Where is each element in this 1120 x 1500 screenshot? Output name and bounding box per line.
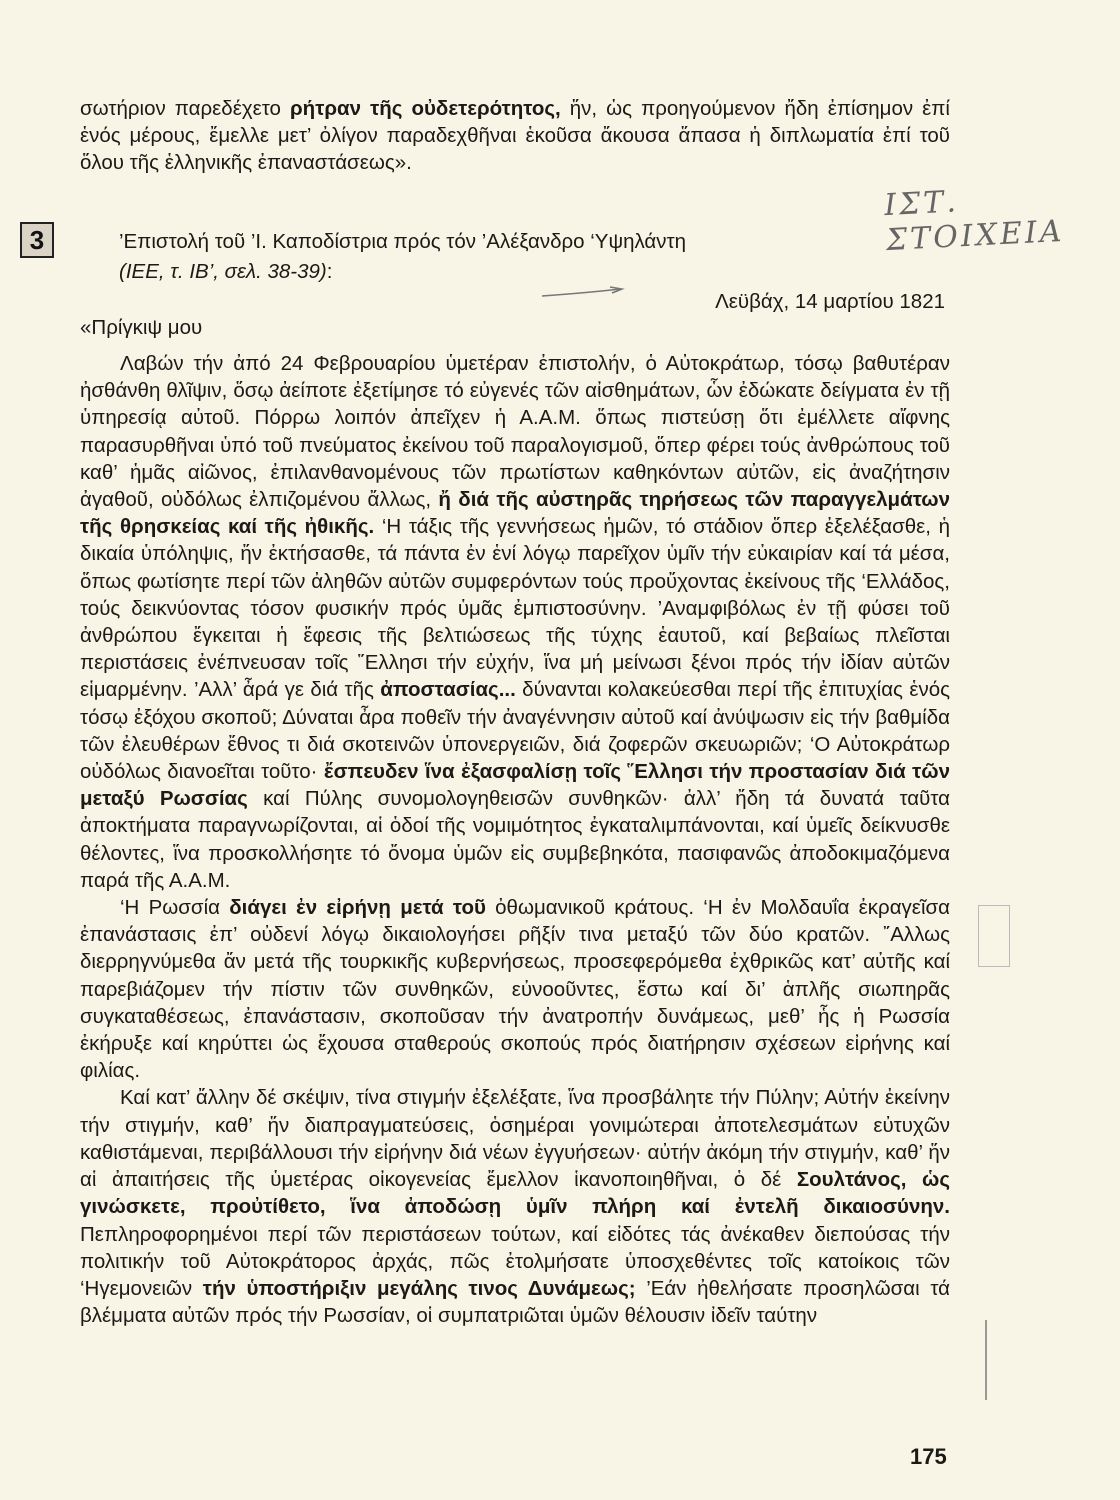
- intro-bold-text: ρήτραν τῆς οὐδετερότητος,: [290, 97, 561, 120]
- document-source-ref: (ΙΕΕ, τ. ΙΒ’, σελ. 38-39): [119, 260, 327, 283]
- letter-dateline: Λεϋβάχ, 14 μαρτίου 1821: [715, 290, 945, 313]
- handwritten-annotation: ΙΣΤ. ΣΤΟΙΧΕΙΑ: [883, 184, 1066, 259]
- document-title: ’Επιστολή τοῦ ’Ι. Καποδίστρια πρός τόν ’Αλέξανδρο ‘Υψηλάντη: [119, 230, 687, 253]
- pencil-arrow-icon: [540, 286, 630, 300]
- letter-bold-text: διάγει ἐν εἰρήνῃ μετά τοῦ: [229, 896, 486, 920]
- letter-body: [80, 350, 950, 1329]
- letter-salutation: «Πρίγκιψ μου: [80, 316, 203, 339]
- document-number: 3: [29, 225, 45, 255]
- bleed-through-box: [978, 905, 1010, 967]
- letter-bold-text: τήν ὑποστήριξιν μεγάλης τινος Δυνάμεως;: [202, 1276, 636, 1300]
- document-source: [119, 257, 686, 287]
- letter-text: Λαβών τήν ἀπό 24 Φεβρουαρίου ὑμετέραν ἐπιστολήν, ὁ Αὐτοκράτωρ, τόσῳ βαθυτέραν ἠσθάνθη θλῖψιν, ὅσῳ ἀείποτε ἐξετίμησε τό εὐγενές τῶν αἰσθημάτων, ὧν ἐδώκατε δείγματα ἐν τῇ ὑπηρεσίᾳ αὐτοῦ. Πόρρω λοιπόν ἀπεῖχεν ἡ Α.Α.Μ. ὅπως πιστεύσῃ ὅτι ἐμέλλετε αἴφνης παρασυρθῆναι ὑπό τοῦ πνεύματος ἐκείνου τοῦ παραλογισμοῦ, ὅπερ φέρει τούς ἀνθρώπους τοῦ καθ’ ἡμᾶς αἰῶνος, ἐπιλανθανομένους τῶν πρωτίστων καθηκόντων αὐτῶν, εἰς ἀναζήτησιν ἀγαθοῦ, οὐδόλως ἐλπιζομένου ἄλλως,: [80, 352, 950, 512]
- letter-paragraph-1: [80, 350, 950, 894]
- letter-bold-text: ἤ διά τῆς αὐστηρᾶς τηρήσεως τῶν παραγγελμάτων τῆς θρησκείας καί τῆς ἠθικῆς.: [80, 488, 950, 539]
- letter-bold-text: ἀποστασίας...: [380, 678, 516, 702]
- letter-bold-text: ἔσπευδεν ἵνα ἐξασφαλίσῃ τοῖς ῞Ελλησι τήν προστασίαν διά τῶν μεταξύ Ρωσσίας: [80, 760, 951, 811]
- letter-paragraph-2: [80, 894, 950, 1084]
- letter-text: ’Εάν ἠθελήσατε προσηλῶσαι τά βλέμματα αὐτῶν πρός τήν Ρωσσίαν, οἱ συμπατριῶται ὑμῶν θέλουσιν ἰδεῖν ταύτην: [80, 1276, 950, 1328]
- intro-text-end: ἥν, ὡς προηγούμενον ἤδη ἐπίσημον ἐπί ἑνός μέρους, ἔμελλε μετ’ ὀλίγον παραδεχθῆναι ἑκοῦσα ἄκουσα ἅπασα ἡ διπλωματία ἐπί τοῦ ὅλου τῆς ἑλληνικῆς ἐπαναστάσεως».: [80, 97, 950, 175]
- letter-text: ‘Η τάξις τῆς γεννήσεως ἡμῶν, τό στάδιον ὅπερ ἐξελέξασθε, ἡ δικαία ὑπόληψις, ἥν ἐκτήσασθε, τά πάντα ἐν ἑνί λόγῳ παρεῖχον ὑμῖν τήν εὐκαιρίαν καί τά μέσα, ὅπως φωτίσητε περί τῶν ἀληθῶν αὐτῶν συμφερόντων τούς προὔχοντας ἐκείνους τῆς ‘Ελλάδος, τούς δεικνύοντας τόσον φυσικήν πρός ὑμᾶς ἐμπιστοσύνην. ’Αναμφιβόλως ἐν τῇ φύσει τοῦ ἀνθρώπου ἔγκειται ἡ ἔφεσις τῆς βελτιώσεως τῆς τύχης ἑαυτοῦ, καί βεβαίως πλεῖσται περιστάσεις ἐνέπνευσαν τοῖς ῞Ελλησι τήν εὐχήν, ἵνα μή μείνωσι ξένοι πρός τήν ἰδίαν αὐτῶν εἱμαρμένην. ’Αλλ’ ἆρά γε διά τῆς: [80, 515, 951, 702]
- letter-bold-text: Σουλτάνος, ὡς γινώσκετε, προὐτίθετο, ἵνα ἀποδώσῃ ὑμῖν πλήρη καί ἐντελῆ δικαιοσύνην.: [80, 1168, 950, 1219]
- letter-text: καί Πύλης συνομολογηθεισῶν συνθηκῶν· ἀλλ’ ἤδη τά δυνατά ταῦτα ἀποκτήματα παραγνωρίζονται, αἱ ὁδοί τῆς νομιμότητος ἐγκαταλιμπάνονται, καί ὑμεῖς δείκνυσθε θέλοντες, ἵνα προσκολλήσητε τό ὄνομα ὑμῶν εἰς συμβεβηκότα, πασιφανῶς ἀποδοκιμαζόμενα παρά τῆς Α.Α.Μ.: [80, 787, 950, 892]
- margin-pencil-line: [985, 1320, 987, 1400]
- letter-text: Πεπληροφορημένοι περί τῶν περιστάσεων τούτων, καί εἰδότες τάς ἀνέκαθεν διεπούσας τήν πολιτικήν τοῦ Αὐτοκράτορος ἀρχάς, πῶς ἐτολμήσατε ὑποσχεθέντες τοῖς κατοίκοις τῶν ‘Ηγεμονειῶν: [80, 1222, 950, 1300]
- document-source-suffix: :: [326, 260, 333, 283]
- intro-paragraph: [80, 95, 950, 177]
- document-heading: [119, 227, 686, 287]
- letter-paragraph-3: [80, 1084, 950, 1329]
- page-number: 175: [910, 1444, 947, 1469]
- document-number-box: [20, 222, 54, 258]
- letter-text: ὀθωμανικοῦ κράτους. ‘Η ἐν Μολδαυΐα ἐκραγεῖσα ἐπανάστασις ἐπ’ οὐδενί λόγῳ δικαιολογήσει ρῆξίν τινα μεταξύ τῶν δύο κρατῶν. ῎Αλλως διερρηγνύμεθα ἄν μετά τῆς τουρκικῆς κυβερνήσεως, προσεφερόμεθα ἐχθρικῶς κατ’ αὐτῆς καί παρεβιάζομεν τήν πίστιν τῶν συνθηκῶν, εὐνοοῦντες, ἔστω καί δι’ ἁπλῆς σιωπηρᾶς συγκαταθέσεως, ἐπανάστασιν, σκοποῦσαν τήν ἀνατροπήν δυνάμεως, μεθ’ ἧς ἡ Ρωσσία ἐκήρυξε καί κηρύττει ὡς ἔχουσα σταθερούς σκοπούς πρός διατήρησιν σχέσεων εἰρήνης καί φιλίας.: [80, 896, 951, 1083]
- letter-text: ‘Η Ρωσσία: [120, 896, 230, 920]
- letter-text: δύνανται κολακεύεσθαι περί τῆς ἐπιτυχίας ἑνός τόσῳ ἐξόχου σκοποῦ; Δύναται ἆρα ποθεῖν τήν ἀναγέννησιν αὐτοῦ καί ἀνύψωσιν εἰς τήν βαθμίδα τῶν ἐλευθέρων ἔθνος τι διά σκοτεινῶν ὑπονεργειῶν, διά ζοφερῶν σκευωριῶν; ‘Ο Αὐτοκράτωρ οὐδόλως διανοεῖται τοῦτο·: [80, 678, 950, 784]
- intro-text: σωτήριον παρεδέχετο: [80, 97, 290, 120]
- letter-text: Καί κατ’ ἄλλην δέ σκέψιν, τίνα στιγμήν ἐξελέξατε, ἵνα προσβάλητε τήν Πύλην; Αὐτήν ἐκείνην τήν στιγμήν, καθ’ ἥν διαπραγματεύσεις, ὁσημέραι γονιμώτεραι ἀποτελεσμάτων εὐτυχῶν καθιστάμεναι, περιβάλλουσι τήν εἰρήνην διά νέων ἐγγυήσεων· αὐτήν ἀκόμη τήν στιγμήν, καθ’ ἥν αἱ ἀπαιτήσεις τῆς ὑμετέρας οἰκογενείας ἔμελλον ἱκανοποιηθῆναι, ὁ δέ: [80, 1086, 950, 1192]
